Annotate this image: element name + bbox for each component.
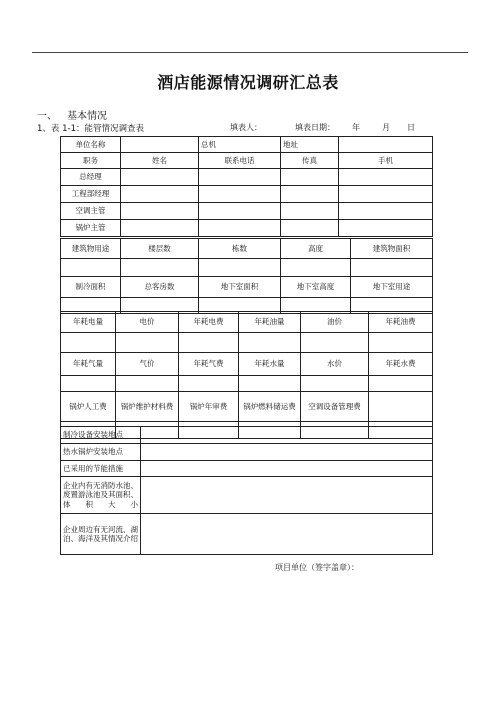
energy-cost-table — [60, 311, 433, 439]
input-cell[interactable] — [199, 220, 281, 237]
input-cell[interactable] — [301, 376, 369, 392]
input-cell[interactable] — [116, 333, 179, 353]
section-heading — [37, 107, 117, 122]
header-cell: 年耗气量 — [61, 353, 116, 376]
input-cell[interactable] — [141, 444, 433, 461]
input-cell[interactable] — [141, 427, 433, 444]
table-row — [61, 353, 433, 376]
header-cell: 年耗油费 — [369, 312, 433, 333]
table-row — [61, 333, 433, 353]
header-cell: 地下室用途 — [351, 277, 433, 298]
table-row — [61, 137, 433, 153]
role-cell: 空调主管 — [61, 203, 121, 220]
header-cell: 职务 — [61, 153, 121, 169]
date-label: 填表日期： — [295, 123, 335, 132]
input-cell[interactable] — [281, 203, 339, 220]
input-cell[interactable] — [141, 461, 433, 477]
section-number: 一、 — [37, 111, 57, 122]
switchboard-label: 总机 — [199, 137, 281, 153]
input-cell[interactable] — [281, 169, 339, 186]
header-cell: 年耗电量 — [61, 312, 116, 333]
table-row — [61, 376, 433, 392]
header-cell: 锅炉维护材料费 — [116, 392, 179, 422]
table-row — [61, 444, 433, 461]
input-cell[interactable] — [179, 333, 239, 353]
input-cell[interactable] — [116, 376, 179, 392]
contact-table — [60, 136, 433, 237]
table-row — [61, 392, 433, 422]
header-cell: 联系电话 — [199, 153, 281, 169]
table-row — [61, 203, 433, 220]
header-cell: 地下室高度 — [281, 277, 351, 298]
header-cell: 年耗气费 — [179, 353, 239, 376]
year-label: 年 — [352, 123, 360, 132]
address-label: 地址 — [281, 137, 339, 153]
table-row — [61, 477, 433, 514]
header-cell: 水价 — [301, 353, 369, 376]
table-row — [61, 312, 433, 333]
table-row — [61, 461, 433, 477]
input-cell[interactable] — [369, 333, 433, 353]
header-cell: 油价 — [301, 312, 369, 333]
input-cell[interactable] — [121, 169, 199, 186]
input-cell[interactable] — [339, 186, 433, 203]
header-cell: 姓名 — [121, 153, 199, 169]
header-cell: 锅炉人工费 — [61, 392, 116, 422]
day-label: 日 — [407, 123, 415, 132]
table-row — [61, 427, 433, 444]
top-rule — [32, 52, 468, 53]
input-cell[interactable] — [141, 514, 433, 555]
table-row — [61, 169, 433, 186]
header-cell: 锅炉年审费 — [179, 392, 239, 422]
header-cell: 年耗电费 — [179, 312, 239, 333]
site-info-table — [60, 426, 433, 555]
row-label: 已采用的节能措施 — [61, 461, 141, 477]
header-cell: 电价 — [116, 312, 179, 333]
month-label: 月 — [382, 123, 390, 132]
input-cell[interactable] — [351, 259, 433, 277]
header-cell — [369, 392, 433, 422]
role-cell: 工程部经理 — [61, 186, 121, 203]
document-title: 酒店能源情况调研汇总表 — [157, 73, 339, 92]
table-row — [61, 186, 433, 203]
table-row — [61, 514, 433, 555]
table-caption: 1、表 1-1：能管情况调查表 — [37, 124, 144, 134]
filler-label: 填表人： — [230, 123, 262, 132]
input-cell[interactable] — [239, 376, 301, 392]
header-cell: 栋数 — [199, 239, 281, 259]
role-cell: 总经理 — [61, 169, 121, 186]
unit-name-label: 单位名称 — [61, 137, 121, 153]
input-cell[interactable] — [199, 169, 281, 186]
role-cell: 锅炉主管 — [61, 220, 121, 237]
row-label: 热水锅炉安装地点 — [61, 444, 141, 461]
input-cell[interactable] — [199, 203, 281, 220]
input-cell[interactable] — [121, 220, 199, 237]
header-cell: 气价 — [116, 353, 179, 376]
row-label: 企业周边有无河流、湖泊、海洋及其情况介绍 — [61, 514, 141, 555]
header-cell: 传真 — [281, 153, 339, 169]
table-row — [61, 153, 433, 169]
header-cell: 建筑物用途 — [61, 239, 121, 259]
header-cell: 高度 — [281, 239, 351, 259]
header-cell: 年耗油量 — [239, 312, 301, 333]
input-cell[interactable] — [369, 376, 433, 392]
input-cell[interactable] — [61, 376, 116, 392]
input-cell[interactable] — [339, 169, 433, 186]
input-cell[interactable] — [121, 203, 199, 220]
input-cell[interactable] — [339, 203, 433, 220]
header-cell: 地下室面积 — [199, 277, 281, 298]
input-cell[interactable] — [199, 186, 281, 203]
input-cell[interactable] — [281, 186, 339, 203]
row-label: 企业内有无消防水池、废置游泳池及其面积、体积大小 — [61, 477, 141, 514]
section-title: 基本情况 — [67, 111, 107, 122]
header-cell: 空调设备管理费 — [301, 392, 369, 422]
input-cell[interactable] — [121, 259, 199, 277]
input-cell[interactable] — [61, 333, 116, 353]
input-cell[interactable] — [339, 220, 433, 237]
header-cell: 手机 — [339, 153, 433, 169]
input-cell[interactable] — [141, 477, 433, 514]
input-cell[interactable] — [301, 333, 369, 353]
input-cell[interactable] — [199, 259, 281, 277]
table-row — [61, 259, 433, 277]
row-label: 制冷设备安装地点 — [61, 427, 141, 444]
header-cell: 锅炉燃料储运费 — [239, 392, 301, 422]
input-cell[interactable] — [239, 333, 301, 353]
header-cell: 总客房数 — [121, 277, 199, 298]
address-value[interactable] — [339, 137, 433, 153]
header-cell: 年耗水费 — [369, 353, 433, 376]
header-cell: 年耗水量 — [239, 353, 301, 376]
header-cell: 建筑物面积 — [351, 239, 433, 259]
header-cell: 楼层数 — [121, 239, 199, 259]
table-row — [61, 220, 433, 237]
input-cell[interactable] — [121, 186, 199, 203]
input-cell[interactable] — [281, 259, 351, 277]
input-cell[interactable] — [281, 220, 339, 237]
signature-line: 项目单位（签字盖章）： — [275, 563, 359, 572]
building-table — [60, 238, 433, 314]
header-cell: 制冷面积 — [61, 277, 121, 298]
input-cell[interactable] — [61, 259, 121, 277]
input-cell[interactable] — [179, 376, 239, 392]
unit-name-value[interactable] — [121, 137, 199, 153]
table-row — [61, 277, 433, 298]
table-row — [61, 239, 433, 259]
